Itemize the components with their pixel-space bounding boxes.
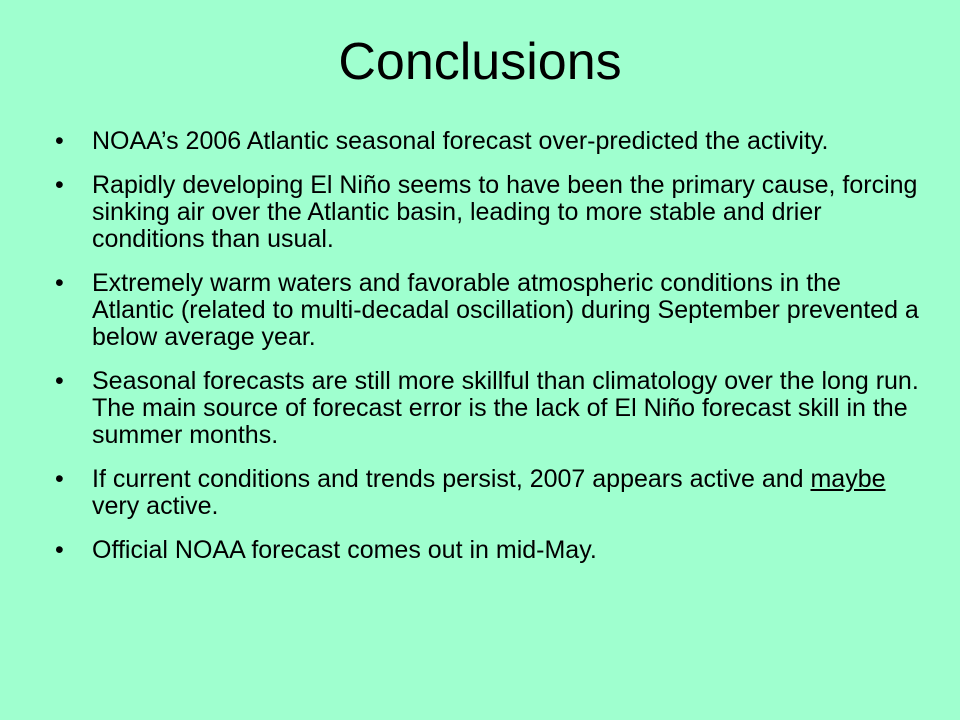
underlined-word: maybe [810,465,886,493]
bullet-dot-icon: • [55,536,64,564]
bullet-dot-icon: • [55,171,64,199]
bullet-dot-icon: • [55,465,64,493]
bullet-dot-icon: • [55,269,64,297]
bullet-item-4 [55,368,925,449]
slide-title: Conclusions [338,33,622,91]
bullet-dot-icon: • [55,127,64,155]
bullet-list [55,128,925,581]
bullet-text [92,465,886,520]
bullet-text-before: If current conditions and trends persist, 2007 appears active and [92,465,811,493]
bullet-item-3 [55,270,925,351]
bullet-item-6 [55,537,925,564]
bullet-text: Seasonal forecasts are still more skillful than climatology over the long run. The main source of forecast error is the lack of El Niño forecast skill in the summer months. [92,367,919,449]
bullet-text: NOAA’s 2006 Atlantic seasonal forecast over-predicted the activity. [92,127,829,155]
bullet-dot-icon: • [55,367,64,395]
bullet-text: Extremely warm waters and favorable atmospheric conditions in the Atlantic (related to multi-decadal oscillation) during September prevented a below average year. [92,269,919,351]
bullet-item-5 [55,466,925,520]
bullet-text: Rapidly developing El Niño seems to have been the primary cause, forcing sinking air over the Atlantic basin, leading to more stable and drier conditions than usual. [92,171,918,253]
bullet-text: Official NOAA forecast comes out in mid-May. [92,536,597,564]
bullet-text-after: very active. [92,492,219,520]
bullet-item-2 [55,172,925,253]
bullet-item-1 [55,128,925,155]
